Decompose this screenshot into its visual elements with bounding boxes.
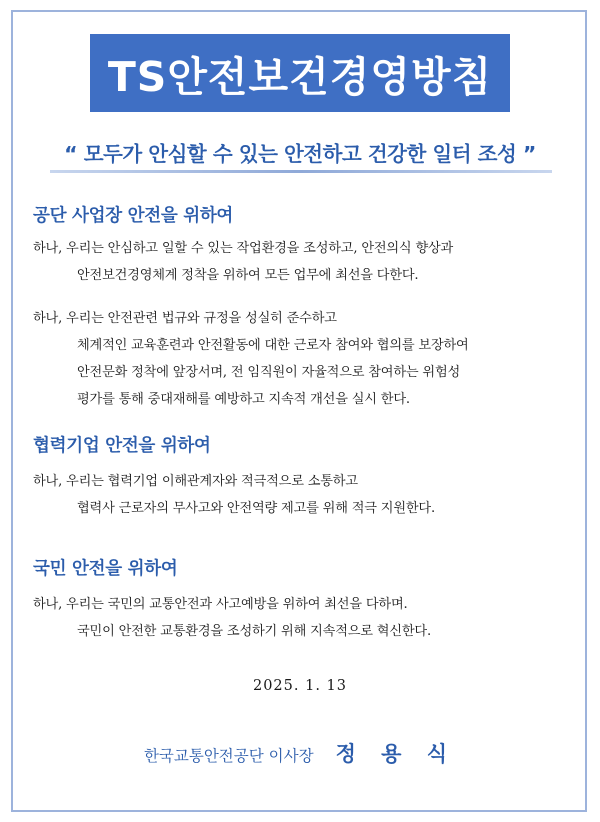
pledge-paragraph (33, 305, 585, 413)
slogan-underline (50, 170, 552, 173)
document-date: 2025. 1. 13 (252, 678, 347, 694)
pledge-line: 안전보건경영체계 정착을 위하여 모든 업무에 최선을 다한다. (77, 268, 419, 283)
pledge-line: 체계적인 교육훈련과 안전활동에 대한 근로자 참여와 협의를 보장하여 (77, 338, 469, 353)
document-title: TS안전보건경영방침 (107, 52, 493, 101)
pledge-line: 하나, 우리는 협력기업 이해관계자와 적극적으로 소통하고 (33, 474, 358, 489)
title-banner (90, 34, 510, 112)
pledge-line: 하나, 우리는 안심하고 일할 수 있는 작업환경을 조성하고, 안전의식 향상과 (33, 241, 454, 256)
pledge-line: 하나, 우리는 안전관련 법규와 규정을 성실히 준수하고 (33, 311, 337, 326)
pledge-paragraph (33, 235, 585, 289)
signature-block (0, 738, 600, 768)
section-heading-partners: 협력기업 안전을 위하여 (33, 436, 211, 456)
signature-organization: 한국교통안전공단 이사장 (143, 747, 314, 765)
section-heading-workplace: 공단 사업장 안전을 위하여 (33, 206, 234, 226)
pledge-line: 안전문화 정착에 앞장서며, 전 임직원이 자율적으로 참여하는 위험성 (77, 365, 461, 380)
pledge-line: 하나, 우리는 국민의 교통안전과 사고예방을 위하여 최선을 다하며. (33, 597, 408, 612)
pledge-paragraph (33, 468, 585, 522)
signature-name: 정 용 식 (335, 741, 457, 766)
pledge-paragraph (33, 591, 585, 645)
pledge-line: 평가를 통해 중대재해를 예방하고 지속적 개선을 실시 한다. (77, 392, 410, 407)
pledge-line: 국민이 안전한 교통환경을 조성하기 위해 지속적으로 혁신한다. (77, 624, 431, 639)
slogan: “ 모두가 안심할 수 있는 안전하고 건강한 일터 조성 ” (64, 142, 536, 166)
pledge-line: 협력사 근로자의 무사고와 안전역량 제고를 위해 적극 지원한다. (77, 501, 435, 516)
section-heading-public: 국민 안전을 위하여 (33, 559, 178, 579)
